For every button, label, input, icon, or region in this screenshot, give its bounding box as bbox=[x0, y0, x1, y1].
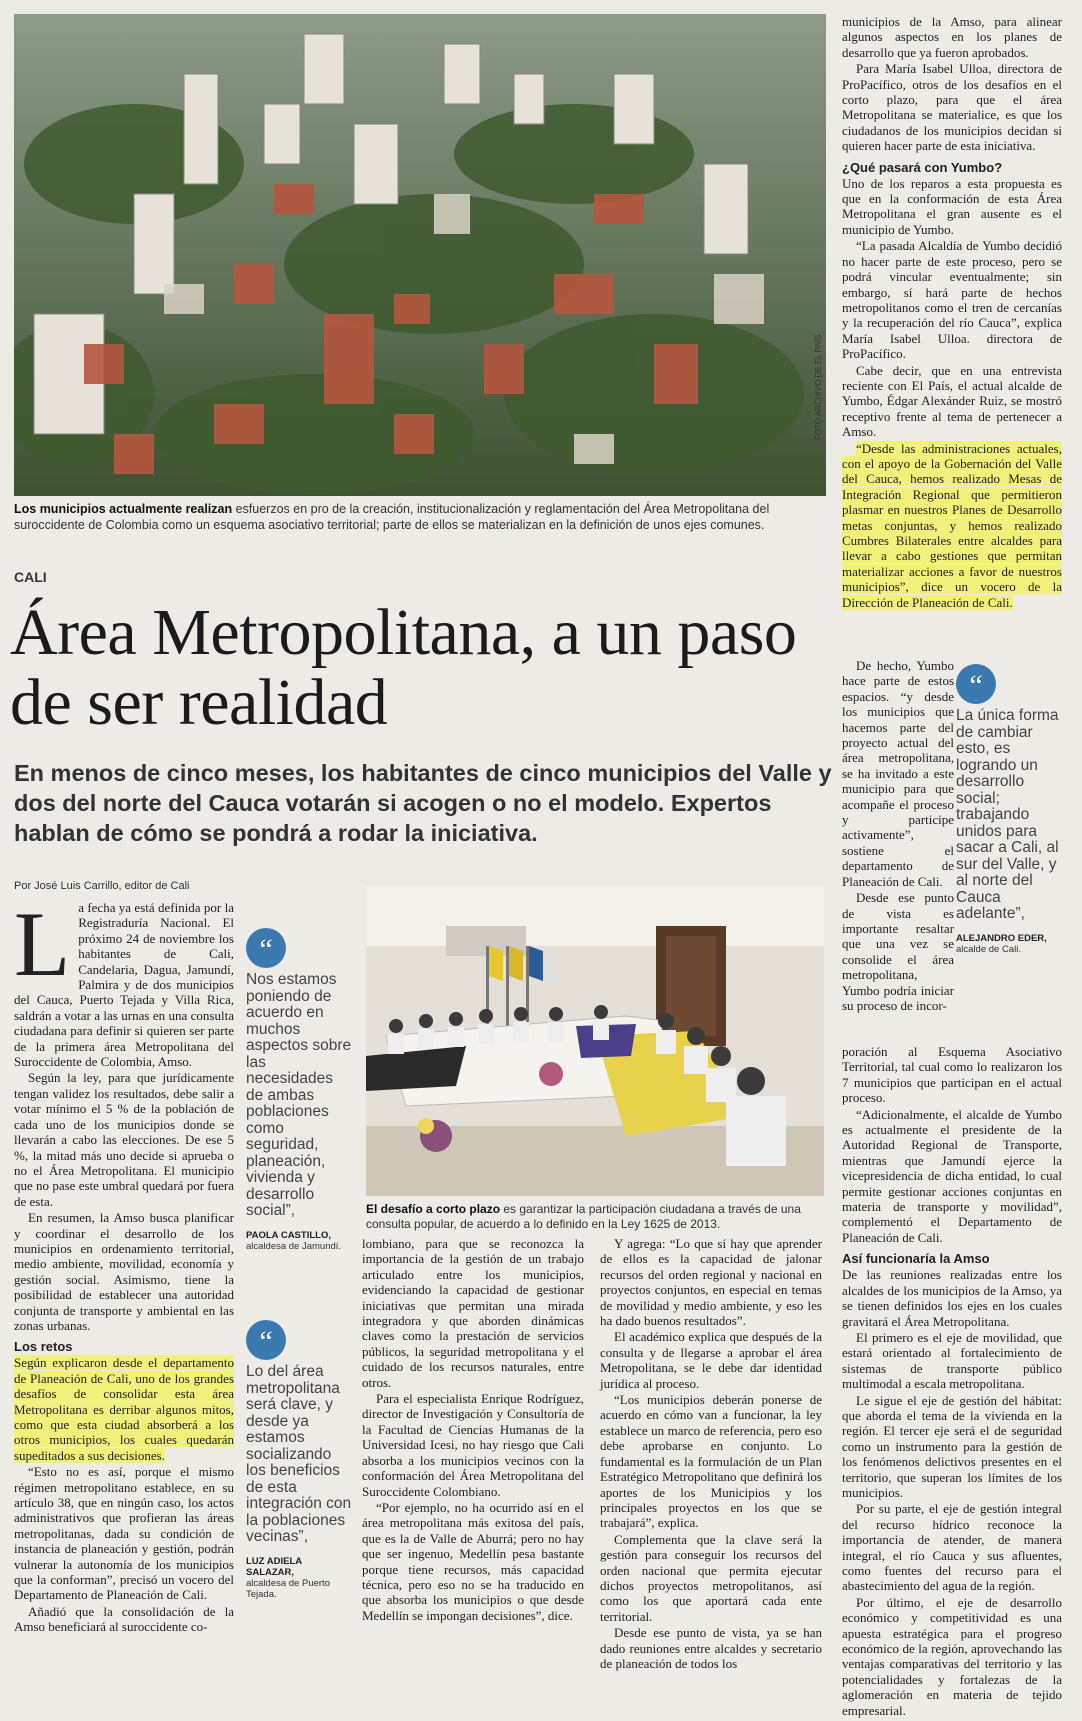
column-b bbox=[362, 1236, 584, 1624]
paragraph: “Esto no es así, porque el mismo régimen metropolitano establece, en su artículo 38, que en ningún caso, los actos administrativos que profieran las áreas metropolitanas, dada su condición de instancia de planeación y gestión, podrán vulnerar la autonomía de los municipios que la conforman”, precisó un vocero del Departamento de Planeación de Cali. bbox=[14, 1464, 234, 1603]
quote-icon: “ bbox=[956, 664, 996, 704]
paragraph: Desde ese punto de vista es importante resaltar que una vez se consolide el área metropolitana, Yumbo podría iniciar su proceso de incor- bbox=[842, 890, 954, 1013]
highlighted-paragraph: “Desde las administraciones actuales, con el apoyo de la Gobernación del Valle del Cauca, hemos realizado Mesas de Integración Regional que permitieron plasmar en nuestros Planes de Desarrollo metas conjuntas, y hemos realizado Cumbres Bilaterales entre alcaldes para llevar a cabo gestiones que permitan materializar acciones a favor de nuestros municipios”, dice un vocero de la Dirección de Planeación de Cali. bbox=[842, 440, 1062, 610]
quote-icon: “ bbox=[246, 928, 286, 968]
quote-role: alcalde de Cali. bbox=[956, 943, 1021, 955]
paragraph: El primero es el eje de movilidad, que estará orientado al fortalecimiento de sistemas de transporte público multimodal a escala metropolitana. bbox=[842, 1329, 1062, 1392]
meeting-photo bbox=[366, 886, 824, 1196]
paragraph: En resumen, la Amso busca planificar y coordinar el desarrollo de los municipios en ordenamiento territorial, medio ambiente, movilidad, economía y gestión social. Asimismo, tiene la posibilidad de establecer una autoridad conjunta de transporte y ambiental en las zonas urbanas. bbox=[14, 1210, 234, 1333]
subheading: Los retos bbox=[14, 1339, 73, 1355]
paragraph: a fecha ya está definida por la Registraduría Nacional. El próximo 24 de noviembre los habitantes de Cali, Candelaria, Dagua, Jamundí, Palmira y de dos municipios del Cauca, Puerto Tejada y Villa Rica, saldrán a votar a las urnas en una consulta ciudadana para definir si quieren ser parte de la primera área Metropolitana del Suroccidente de Colombia, Amso. bbox=[14, 900, 234, 1070]
quote-text: Lo del área metropolitana será clave, y desde ya estamos socializando los beneficios de esta integración con la poblaciones vecinas”, bbox=[246, 1363, 352, 1545]
quote-text: La única forma de cambiar esto, es logrando un desarrollo social; trabajando unidos para sacar a Cali, al sur del Valle, y al norte del Cauca adelante”, bbox=[956, 707, 1059, 922]
caption-lead: El desafío a corto plazo bbox=[366, 1202, 501, 1216]
paragraph: Y agrega: “Lo que sí hay que aprender de ellos es la capacidad de jalonar recursos del orden regional y nacional en proyectos conjuntos, en especial en temas de movilidad y medio ambiente, y eso les ha dado buenos resultados”. bbox=[600, 1236, 822, 1329]
subheading: Así funcionaría la Amso bbox=[842, 1251, 990, 1267]
paragraph: Uno de los reparos a esta propuesta es que en la conformación de esta Área Metropolitana el gran ausente es el municipio de Yumbo. bbox=[842, 175, 1062, 237]
paragraph: poración al Esquema Asociativo Territorial, tal cual como lo realizaron los 7 municipios que participan en el actual proceso. bbox=[842, 1044, 1062, 1106]
paragraph: “Adicionalmente, el alcalde de Yumbo es actualmente el presidente de la Autoridad Regional de Transporte, mientras que Jamundí ejerce la vicepresidencia de dicha entidad, lo cual permite gestionar acciones conjuntas en materia de transporte y movilidad”, complementó el Departamento de Planeación de Cali. bbox=[842, 1106, 1062, 1245]
photo-caption bbox=[14, 501, 826, 533]
highlighted-paragraph: Según explicaron desde el departamento de Planeación de Cali, uno de los grandes desafíos de consolidar esta área Metropolitana es derribar algunos mitos, como que esta ciudad absorberá a los otros municipios, los cuales quedarán supeditados a sus decisiones. bbox=[14, 1355, 234, 1463]
pull-quote bbox=[956, 664, 1064, 955]
dropcap: L bbox=[14, 893, 71, 995]
paragraph: Cabe decir, que en una entrevista reciente con El País, el actual alcalde de Yumbo, Édgar Alexánder Ruiz, se mostró receptivo frente al tema de pertenecer a Amso. bbox=[842, 362, 1062, 440]
pull-quote bbox=[246, 1320, 352, 1600]
caption-text: es garantizar la participación ciudadana a través de una consulta popular, de acuerdo a lo definido en la Ley 1625 de 2013. bbox=[366, 1202, 801, 1231]
section-label: CALI bbox=[14, 569, 47, 585]
column-a bbox=[14, 893, 234, 1636]
paragraph: Le sigue el eje de gestión del hábitat: que aborda el tema de la vivienda en la región. El tercer eje será el de seguridad como un instrumento para la gestión de los fenómenos delictivos presentes en el territorio, que superan los límites de los municipios. bbox=[842, 1392, 1062, 1500]
byline: Por José Luis Carrillo, editor de Cali bbox=[14, 880, 190, 892]
quote-text: Nos estamos poniendo de acuerdo en muchos aspectos sobre las necesidades de ambas poblaciones como seguridad, planeación, vivienda y desarrollo social”, bbox=[246, 971, 352, 1219]
column-c bbox=[600, 1236, 822, 1672]
quote-icon: “ bbox=[246, 1320, 286, 1360]
column-d-bottom bbox=[842, 1044, 1062, 1719]
paragraph: Para María Isabel Ulloa, directora de ProPacífico, otros de los desafíos en el corto plazo, para que el área Metropolitana se materialice, es que los ciudadanos de los municipios decidan si quieren hacer parte de esta iniciativa. bbox=[842, 61, 1062, 154]
quote-role: alcaldesa de Puerto Tejada. bbox=[246, 1577, 330, 1600]
paragraph: “La pasada Alcaldía de Yumbo decidió no hacer parte de este proceso, pero se podrá vincular eventualmente; sin embargo, sí hará parte de hechos metropolitanos como el tren de cercanías y la recuperación del río Cauca”, explica María Isabel Ulloa. directora de ProPacífico. bbox=[842, 238, 1062, 362]
paragraph: municipios de la Amso, para alinear algunos aspectos en los planes de desarrollo que ya fueron aprobados. bbox=[842, 14, 1062, 60]
paragraph: “Por ejemplo, no ha ocurrido así en el área metropolitana más exitosa del país, que es la de Valle de Aburrá; pero no hay que ser ingenuo, Medellín pesa bastante porque tiene recursos, más capacidad técnica, pero eso no se ha traducido en que absorba los municipios o que desde Medellín se impongan decisiones”, dice. bbox=[362, 1499, 584, 1623]
quote-role: alcaldesa de Jamundí. bbox=[246, 1240, 342, 1252]
paragraph: Complementa que la clave será la gestión para conseguir los recursos del orden nacional que permita ejecutar dichos proyectos metropolitanos, así como los que aportará cada ente territorial. bbox=[600, 1531, 822, 1624]
quote-author: PAOLA CASTILLO, bbox=[246, 1229, 331, 1241]
photo-credit: FOTO ARCHIVO DE EL PAÍS bbox=[814, 334, 823, 440]
paragraph: Para el especialista Enrique Rodríguez, director de Investigación y Consultoría de la Facultad de Ciencias Humanas de la Universidad Icesi, no hay riesgo que Cali absorba a los municipios vecinos con la conformación del Área Metropolitana del Suroccidente Colombiano. bbox=[362, 1391, 584, 1499]
paragraph: “Los municipios deberán ponerse de acuerdo en cómo van a funcionar, la ley establece un marco de referencia, pero eso debe aprobarse en conjunto. Lo fundamental es la formulación de un Plan Estratégico Metropolitano que definirá los aportes de los Municipios y los principales proyectos en los que se trabajará”, explica. bbox=[600, 1392, 822, 1531]
paragraph: Por su parte, el eje de gestión integral del recurso hídrico reconoce la importancia de atender, de manera integral, el río Cauca y sus afluentes, como fuentes del recurso para el abastecimiento del agua de la región. bbox=[842, 1501, 1062, 1594]
paragraph: Añadió que la consolidación de la Amso beneficiará al suroccidente co- bbox=[14, 1603, 234, 1635]
paragraph: Según la ley, para que jurídicamente tengan validez los resultados, debe salir a votar mínimo el 5 % de la población de cada uno de los municipios donde se llevarán a cabo las elecciones. De ese 5 %, la mitad más uno decide si aprueba o no el Área Metropolitana. El municipio que no pase este umbral quedará por fuera de esta. bbox=[14, 1070, 234, 1209]
photo-caption bbox=[366, 1202, 824, 1232]
paragraph: Desde ese punto de vista, ya se han dado reuniones entre alcaldes y secretario de planeación de todos los bbox=[600, 1625, 822, 1671]
column-d-narrow bbox=[842, 658, 954, 1014]
caption-lead: Los municipios actualmente realizan bbox=[14, 502, 233, 516]
subheading: ¿Qué pasará con Yumbo? bbox=[842, 159, 1003, 175]
paragraph: El académico explica que después de la consulta y de llegarse a aprobar el área Metropolitana, se le debe dar identidad jurídica al proceso. bbox=[600, 1329, 822, 1391]
deck-subtitle: En menos de cinco meses, los habitantes de cinco municipios del Valle y dos del norte del Cauca votarán si acogen o no el modelo. Expertos hablan de cómo se pondrá a rodar la iniciativa. bbox=[14, 760, 832, 846]
quote-author: LUZ ADIELA SALAZAR, bbox=[246, 1555, 302, 1578]
column-d-top bbox=[842, 14, 1062, 611]
headline: Área Metropolitana, a un paso de ser realidad bbox=[10, 596, 797, 739]
paragraph: Por último, el eje de desarrollo económico y competitividad es una apuesta estratégica para el progreso económico de la región, aprovechando las ventajas comparativas del territorio y las potencialidades y fortalezas de la aglomeración en materia de tejido empresarial. bbox=[842, 1594, 1062, 1718]
quote-author: ALEJANDRO EDER, bbox=[956, 932, 1047, 944]
pull-quote bbox=[246, 928, 352, 1252]
paragraph: De hecho, Yumbo hace parte de estos espacios. “y desde los municipios que hacemos parte del proyecto actual del área metropolitana, se ha invitado a este municipio para que acompañe el proceso y participe activamente”, sostiene el departamento de Planeación de Cali. bbox=[842, 658, 954, 889]
paragraph: lombiano, para que se reconozca la importancia de la gestión de un trabajo articulado entre los municipios, evidenciando la capacidad de gestionar iniciativas que permitan una mirada integradora y que aborden dinámicas claves como la prestación de servicios públicos, la seguridad metropolitana y el cuidado de los recursos naturales, entre otros. bbox=[362, 1236, 584, 1390]
aerial-city-photo bbox=[14, 14, 826, 496]
paragraph: De las reuniones realizadas entre los alcaldes de los municipios de la Amso, ya se tienen definidos los ejes en los cuales gravitará el Área Metropolitana. bbox=[842, 1267, 1062, 1329]
caption-text: esfuerzos en pro de la creación, institucionalización y reglamentación del Área Metropolitana del suroccidente de Colombia como un esquema asociativo territorial; parte de ellos se materializan en la definición de unos ejes comunes. bbox=[14, 502, 770, 532]
